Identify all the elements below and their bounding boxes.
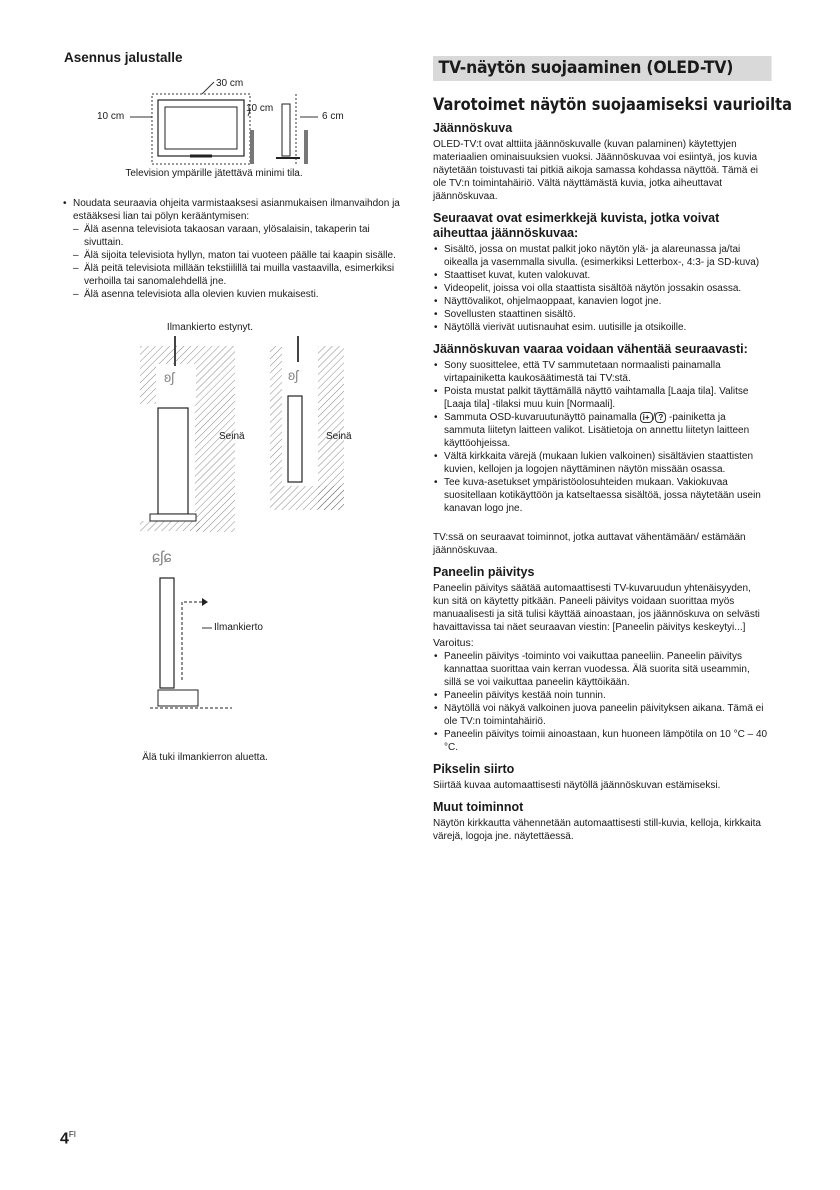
wall-mounted-tv [288, 396, 302, 482]
cabinet-base [150, 514, 196, 521]
burnin-heading: Jäännöskuva [433, 121, 513, 135]
dash-item-3: – Älä peitä televisiota millään tekstiilillä tai muilla vastaavilla, esimerkiksi verhoilla tai sanomalehdellä jne. [62, 262, 402, 288]
wall-hatch-1 [195, 404, 235, 532]
svg-text:ʚʃ: ʚʃ [164, 369, 175, 385]
fig2-caption: Ilmankierto estynyt. [166, 322, 254, 333]
reduce-item-3-pre: Sammuta OSD-kuvaruutunäyttö painamalla [444, 412, 637, 423]
fig3-caption: Älä tuki ilmankierron aluetta. [142, 752, 268, 763]
reduce-item-5: • Tee kuva-asetukset ympäristöolosuhteiden mukaan. Vakiokuvaa suositellaan kotikäyttöön ja katseltaessa sisältöä, jossa näytetään usein kanavan logo jne. [433, 476, 769, 515]
wall-hatch-2 [318, 346, 344, 510]
left-column [58, 50, 403, 71]
caution-item: • Paneelin päivitys -toiminto voi vaikuttaa paneeliin. Paneelin päivitys kannattaa suorittaa vain kerran vuodessa. Älä suorita sitä useammin, sillä se voi vaikuttaa paneelin käyttöikään. [433, 650, 769, 689]
dash-item-1: – Älä asenna televisiota takaosan varaan, ylösalaisin, takaperin tai sivuttain. [62, 223, 402, 249]
dim-side: 6 cm [322, 111, 344, 122]
reduce-item-2: • Poista mustat palkit täyttämällä näyttö vaihtamalla [Laaja tila]. Valitse [Laaja tila] -tilaksi muu kuin [Normaali]. [433, 385, 769, 411]
tv-in-cabinet [158, 408, 188, 514]
reduce-heading: Jäännöskuvan vaaraa voidaan vähentää seuraavasti: [433, 342, 748, 356]
pixel-heading: Pikselin siirto [433, 762, 515, 776]
tv-side [282, 104, 290, 156]
caution-list [433, 650, 769, 754]
language-code: FI [68, 1130, 77, 1139]
dim-right: 10 cm [246, 103, 274, 114]
wall-label-2: Seinä [326, 431, 352, 442]
section-title: TV-näytön suojaaminen (OLED-TV) [433, 56, 772, 81]
examples-heading: Seuraavat ovat esimerkkejä kuvista, jotka voivat aiheuttaa jäännöskuvaa: [433, 211, 720, 240]
burnin-text: OLED-TV:t ovat alttiita jäännöskuvalle (kuvan palaminen) käytettyjen materiaalien ominaisuuksien vuoksi. Jäännöskuvaa voi esiintyä, jos kuvia näytetään toistuvasti tai pitkiä aikoja samassa kohdassa näyttöä. Tämä ei ole TV:n toimintahäiriö. Vältä näyttämästä kuvia, jotka aiheuttavat jäännöskuvaa. [433, 139, 758, 202]
tv-front [158, 100, 244, 156]
example-item: • Sisältö, jossa on mustat palkit joko näytön ylä- ja alareunassa ja/tai oikealla ja vasemmalla sivulla. (esimerkiksi Letterbox-, 4:3- ja SD-kuva) [433, 243, 769, 269]
svg-text:ʚʃ: ʚʃ [288, 367, 299, 383]
icon-separator: / [652, 412, 656, 423]
example-item: • Näyttövalikot, ohjelmaoppaat, kanavien logot jne. [433, 295, 769, 308]
page-number [60, 1130, 76, 1148]
bullet-intro: • Noudata seuraavia ohjeita varmistaaksesi asianmukaisen ilmanvaihdon ja estääksesi lian tai pölyn kerääntymisen: [62, 197, 402, 223]
other-heading: Muut toiminnot [433, 800, 524, 814]
caution-item: • Paneelin päivitys toimii ainoastaan, kun huoneen lämpötila on 10 °C – 40 °C. [433, 728, 769, 754]
caution-item: • Paneelin päivitys kestää noin tunnin. [433, 689, 769, 702]
airflow-path [182, 602, 202, 680]
wall-marker [250, 130, 254, 164]
floor-hatch [140, 521, 200, 531]
fig1-caption: Television ympärille jätettävä minimi tila. [125, 168, 303, 179]
airflow-label: Ilmankierto [214, 622, 263, 633]
dash-item-2: – Älä sijoita televisiota hyllyn, maton tai vuoteen päälle tai kaapin sisälle. [62, 249, 402, 262]
example-item: • Videopelit, joissa voi olla staattista sisältöä näytön jossakin osassa. [433, 282, 769, 295]
reduce-item-3-post: -painiketta ja sammuta liitetyn laitteen valikot. Lisätietoja on annettu liitetyn laitteen käyttöohjeissa. [444, 412, 750, 449]
wall-marker-side [304, 130, 308, 164]
ventilation-bullets [62, 197, 402, 301]
reduce-item-1: • Sony suosittelee, että TV sammutetaan normaalisti painamalla virtapainiketta kaukosäätimestä tai TV:stä. [433, 359, 769, 385]
caution-label: Varoitus: [433, 637, 474, 649]
svg-text:ɕʃɕ: ɕʃɕ [152, 549, 172, 566]
dim-top: 30 cm [216, 78, 244, 89]
examples-list [433, 243, 769, 334]
wall-hatch-2b [270, 486, 344, 510]
example-item: • Sovellusten staattinen sisältö. [433, 308, 769, 321]
reduce-item-3 [433, 411, 769, 450]
tv-profile [160, 578, 174, 688]
right-column [433, 56, 793, 843]
leader-top [202, 82, 214, 94]
cavity [156, 364, 196, 404]
info-plus-icon: i+ [640, 412, 653, 423]
panel-text: Paneelin päivitys säätää automaattisesti TV-kuvaruudun yhtenäisyyden, kun sitä on käytetty pitkään. Paneeli päivitys voidaan suorittaa myös manuaalisesti ja sitä tulisi käyttää ainoastaan, jos jäännöskuva on selvästi havaittavissa tai näet seuraavan viestin: [Paneelin päivitys keskeytyi...] [433, 583, 760, 633]
other-text: Näytön kirkkautta vähennetään automaattisesti still-kuvia, kelloja, kirkkaita värejä, logoja jne. näytettäessä. [433, 818, 761, 842]
pixel-text: Siirtää kuvaa automaattisesti näytöllä jäännöskuvan estämiseksi. [433, 780, 721, 791]
airflow-arrow [202, 598, 208, 606]
page-number-value: 4 [60, 1130, 69, 1148]
reduce-item-4: • Vältä kirkkaita värejä (mukaan lukien valkoinen) sisältävien staattisten kuvien, kellojen ja logojen näyttäminen näytön missään osassa. [433, 450, 769, 476]
main-heading: Varotoimet näytön suojaamiseksi vaurioilta [433, 95, 793, 115]
panel-heading: Paneelin päivitys [433, 565, 535, 579]
dash-item-4: – Älä asenna televisiota alla olevien kuvien mukaisesti. [62, 288, 402, 301]
dim-left: 10 cm [97, 111, 125, 122]
example-item: • Staattiset kuvat, kuten valokuvat. [433, 269, 769, 282]
caution-item: • Näytöllä voi näkyä valkoinen juova paneelin päivityksen aikana. Tämä ei ole TV:n toimintahäiriö. [433, 702, 769, 728]
example-item: • Näytöllä vierivät uutisnauhat esim. uutisille ja otsikoille. [433, 321, 769, 334]
wall-label-1: Seinä [219, 431, 245, 442]
help-icon: ? [655, 412, 666, 423]
wall-hatch-2a [270, 346, 282, 486]
tv-stand-box [158, 690, 198, 706]
installation-heading: Asennus jalustalle [64, 50, 183, 65]
features-intro: TV:ssä on seuraavat toiminnot, jotka auttavat vähentämään/ estämään jäännöskuvaa. [433, 532, 746, 556]
reduce-list [433, 359, 769, 515]
